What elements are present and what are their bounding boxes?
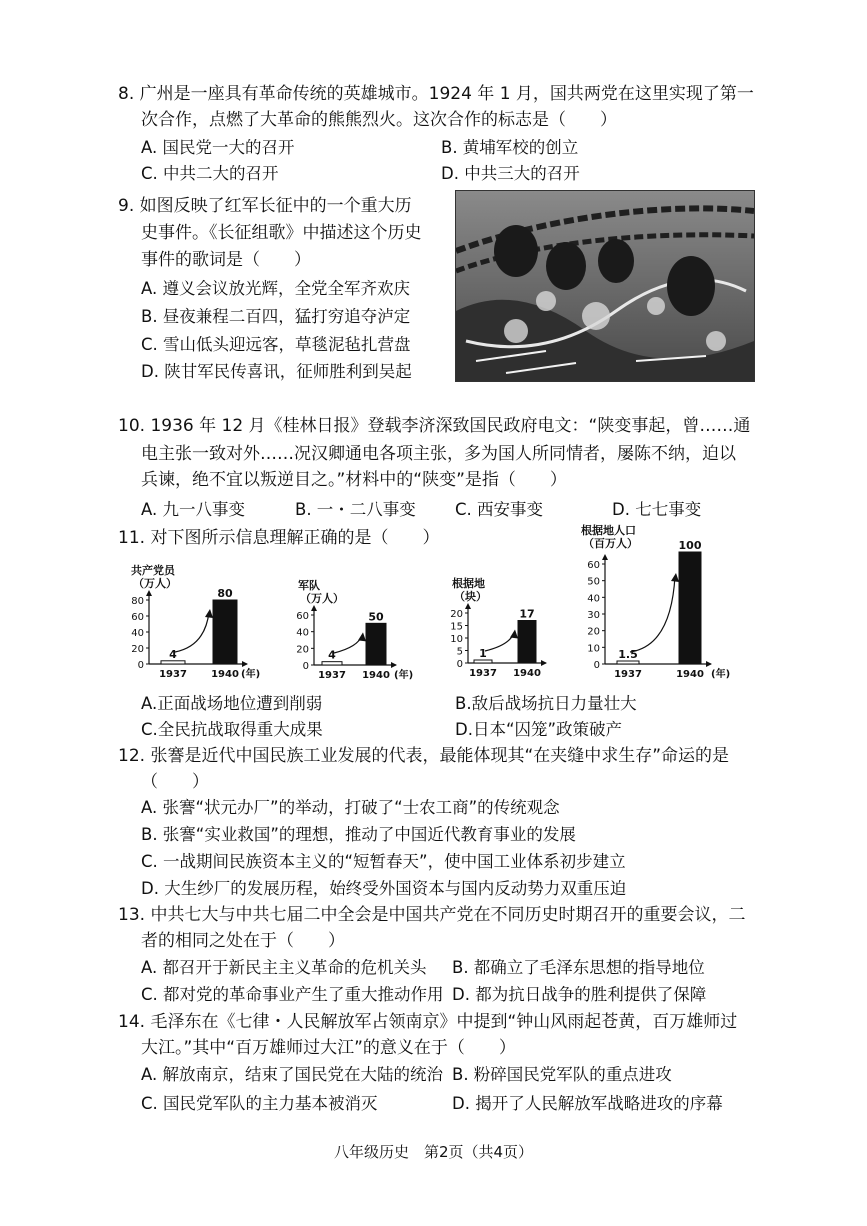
q8-option-c: C. 中共二大的召开 xyxy=(141,164,279,183)
x-unit-label: (年) xyxy=(711,669,731,680)
chart-title-unit: （万人） xyxy=(300,592,344,605)
chart-title: 根据地人口 xyxy=(581,524,636,537)
y-tick-label: 20 xyxy=(296,644,309,656)
q13-option-c: C. 都对党的革命事业产生了重大推动作用 xyxy=(141,985,444,1004)
bar-value-label: 17 xyxy=(519,607,535,621)
q12-stem-line1: 12. 张謇是近代中国民族工业发展的代表，最能体现其“在夹缝中求生存”命运的是 xyxy=(118,746,730,766)
q12-stem-line2: （ ） xyxy=(141,772,209,792)
y-tick-label: 10 xyxy=(587,643,600,655)
q9-option-d: D. 陕甘军民传喜讯，征师胜利到吴起 xyxy=(141,362,412,381)
q14-stem-line2: 大江。”其中“百万雄师过大江”的意义在于（ ） xyxy=(141,1038,516,1058)
q9-stem-line3: 事件的歌词是（ ） xyxy=(141,250,311,270)
x-tick-label: 1940 xyxy=(362,670,390,681)
growth-arrow xyxy=(485,633,514,652)
y-tick-label: 5 xyxy=(456,646,463,658)
chart-title: 军队 xyxy=(298,579,320,592)
bar-value-label: 1 xyxy=(479,647,487,660)
q8-option-d: D. 中共三大的召开 xyxy=(441,164,580,183)
bar xyxy=(518,621,536,664)
chart-base-areas xyxy=(446,573,586,685)
chart-army xyxy=(292,575,437,685)
x-axis-arrow xyxy=(242,661,248,667)
q13-stem-line2: 者的相同之处在于（ ） xyxy=(141,931,345,951)
y-tick-label: 15 xyxy=(450,621,463,633)
q9-option-b: B. 昼夜兼程二百四，猛打穷追夺泸定 xyxy=(141,307,411,326)
q13-stem-line1: 13. 中共七大与中共七届二中全会是中国共产党在不同历史时期召开的重要会议，二 xyxy=(118,905,746,925)
q14-option-c: C. 国民党军队的主力基本被消灭 xyxy=(141,1094,378,1113)
chart-title: 根据地 xyxy=(452,577,485,590)
growth-arrow xyxy=(630,576,675,652)
bar-value-label: 80 xyxy=(217,587,233,600)
y-tick-label: 10 xyxy=(450,634,463,645)
q12-option-b: B. 张謇“实业救国”的理想，推动了中国近代教育事业的发展 xyxy=(141,825,576,844)
bar xyxy=(366,623,386,665)
q9-illustration xyxy=(455,190,755,382)
page-footer: 八年级历史 第2页（共4页） xyxy=(333,1143,534,1161)
q9-stem-line1: 9. 如图反映了红军长征中的一个重大历 xyxy=(118,196,412,216)
growth-arrow xyxy=(175,612,209,652)
y-tick-label: 40 xyxy=(296,627,309,639)
q11-option-d: D.日本“囚笼”政策破产 xyxy=(455,720,623,739)
y-tick-label: 60 xyxy=(587,560,600,571)
q14-option-a: A. 解放南京，结束了国民党在大陆的统治 xyxy=(141,1065,443,1084)
bar xyxy=(161,661,185,664)
q13-option-a: A. 都召开于新民主主义革命的危机关头 xyxy=(141,958,427,977)
chart-base-population xyxy=(575,520,755,685)
q9-stem-line2: 史事件。《长征组歌》中描述这个历史 xyxy=(141,223,422,243)
y-tick-label: 40 xyxy=(131,628,144,639)
q11-option-c: C.全民抗战取得重大成果 xyxy=(141,720,323,739)
bar xyxy=(474,660,492,663)
chart-party-members xyxy=(125,560,275,685)
x-axis-arrow xyxy=(391,662,397,668)
x-tick-label: 1940 xyxy=(513,668,541,679)
y-tick-label: 20 xyxy=(450,609,463,620)
bar xyxy=(679,552,701,664)
q8-option-a: A. 国民党一大的召开 xyxy=(141,138,295,157)
x-axis-arrow xyxy=(706,661,712,667)
chart-title: 共产党员 xyxy=(131,564,175,577)
q8-stem-line2: 次合作，点燃了大革命的熊熊烈火。这次合作的标志是（ ） xyxy=(141,110,617,130)
q10-stem-line1: 10. 1936 年 12 月《桂林日报》登载李济深致国民政府电文：“陕变事起，曾……通 xyxy=(118,416,751,436)
chart-title-unit: （块） xyxy=(454,590,487,603)
growth-arrowhead xyxy=(510,630,518,639)
bar-value-label: 50 xyxy=(368,610,384,624)
q11-option-b: B.敌后战场抗日力量壮大 xyxy=(455,694,637,713)
growth-arrow xyxy=(334,635,362,653)
y-tick-label: 60 xyxy=(296,611,309,622)
y-tick-label: 0 xyxy=(456,659,463,670)
y-axis-arrow xyxy=(146,590,152,596)
q12-option-a: A. 张謇“状元办厂”的举动，打破了“士农工商”的传统观念 xyxy=(141,798,560,817)
y-axis-arrow xyxy=(602,554,608,560)
x-unit-label: (年) xyxy=(241,669,261,680)
x-tick-label: 1937 xyxy=(614,669,642,680)
chart-title-unit: （百万人） xyxy=(583,537,638,550)
bar-value-label: 100 xyxy=(678,539,702,552)
y-tick-label: 80 xyxy=(131,596,144,607)
q14-option-d: D. 揭开了人民解放军战略进攻的序幕 xyxy=(452,1094,723,1113)
q10-stem-line3: 兵谏，绝不宜以叛逆目之。”材料中的“陕变”是指（ ） xyxy=(141,470,567,490)
bar-value-label: 4 xyxy=(169,647,177,661)
y-tick-label: 60 xyxy=(131,612,144,623)
q11-stem-line1: 11. 对下图所示信息理解正确的是（ ） xyxy=(118,528,440,548)
y-tick-label: 30 xyxy=(587,610,600,621)
q12-option-c: C. 一战期间民族资本主义的“短暂春天”，使中国工业体系初步建立 xyxy=(141,852,626,871)
q10-option-b: B. 一・二八事变 xyxy=(295,500,416,519)
y-axis-arrow xyxy=(311,605,317,611)
q10-stem-line2: 电主张一致对外……况汉卿通电各项主张，多为国人所同情者，屡陈不纳，迫以 xyxy=(141,444,736,464)
bar-value-label: 4 xyxy=(328,648,336,662)
y-tick-label: 50 xyxy=(587,576,600,588)
y-tick-label: 20 xyxy=(131,644,144,655)
q10-option-d: D. 七七事变 xyxy=(612,500,702,519)
y-tick-label: 40 xyxy=(587,593,600,605)
bar xyxy=(322,662,342,665)
q12-option-d: D. 大生纱厂的发展历程，始终受外国资本与国内反动势力双重压迫 xyxy=(141,879,627,898)
q14-stem-line1: 14. 毛泽东在《七律・人民解放军占领南京》中提到“钟山风雨起苍黄，百万雄师过 xyxy=(118,1012,738,1032)
chain-bridge-crossing-illustration xyxy=(456,191,754,381)
bar xyxy=(617,661,639,664)
x-tick-label: 1937 xyxy=(159,669,187,680)
x-axis-arrow xyxy=(541,660,547,666)
x-tick-label: 1940 xyxy=(211,669,239,680)
bar xyxy=(213,600,237,664)
growth-arrowhead xyxy=(358,632,366,641)
y-tick-label: 0 xyxy=(593,660,600,671)
q13-option-d: D. 都为抗日战争的胜利提供了保障 xyxy=(452,985,707,1004)
bar-value-label: 1.5 xyxy=(618,648,638,661)
q13-option-b: B. 都确立了毛泽东思想的指导地位 xyxy=(452,958,705,977)
x-tick-label: 1937 xyxy=(469,668,497,679)
q11-option-a: A.正面战场地位遭到削弱 xyxy=(141,694,323,713)
x-tick-label: 1940 xyxy=(676,669,704,680)
q8-option-b: B. 黄埔军校的创立 xyxy=(441,138,579,157)
x-tick-label: 1937 xyxy=(318,670,346,681)
y-axis-arrow xyxy=(465,603,471,609)
q10-option-c: C. 西安事变 xyxy=(455,500,544,519)
x-unit-label: (年) xyxy=(394,670,414,681)
chart-title-unit: （万人） xyxy=(133,577,177,590)
y-tick-label: 0 xyxy=(302,661,309,672)
q9-option-c: C. 雪山低头迎远客，草毯泥毡扎营盘 xyxy=(141,335,411,354)
growth-arrowhead xyxy=(671,573,679,582)
q9-option-a: A. 遵义会议放光辉，全党全军齐欢庆 xyxy=(141,279,410,298)
q10-option-a: A. 九一八事变 xyxy=(141,500,245,519)
y-tick-label: 20 xyxy=(587,626,600,638)
y-tick-label: 0 xyxy=(137,660,144,671)
q14-option-b: B. 粉碎国民党军队的重点进攻 xyxy=(452,1065,672,1084)
growth-arrowhead xyxy=(205,609,213,618)
q8-stem-line1: 8. 广州是一座具有革命传统的英雄城市。1924 年 1 月，国共两党在这里实现了第一 xyxy=(118,84,754,104)
